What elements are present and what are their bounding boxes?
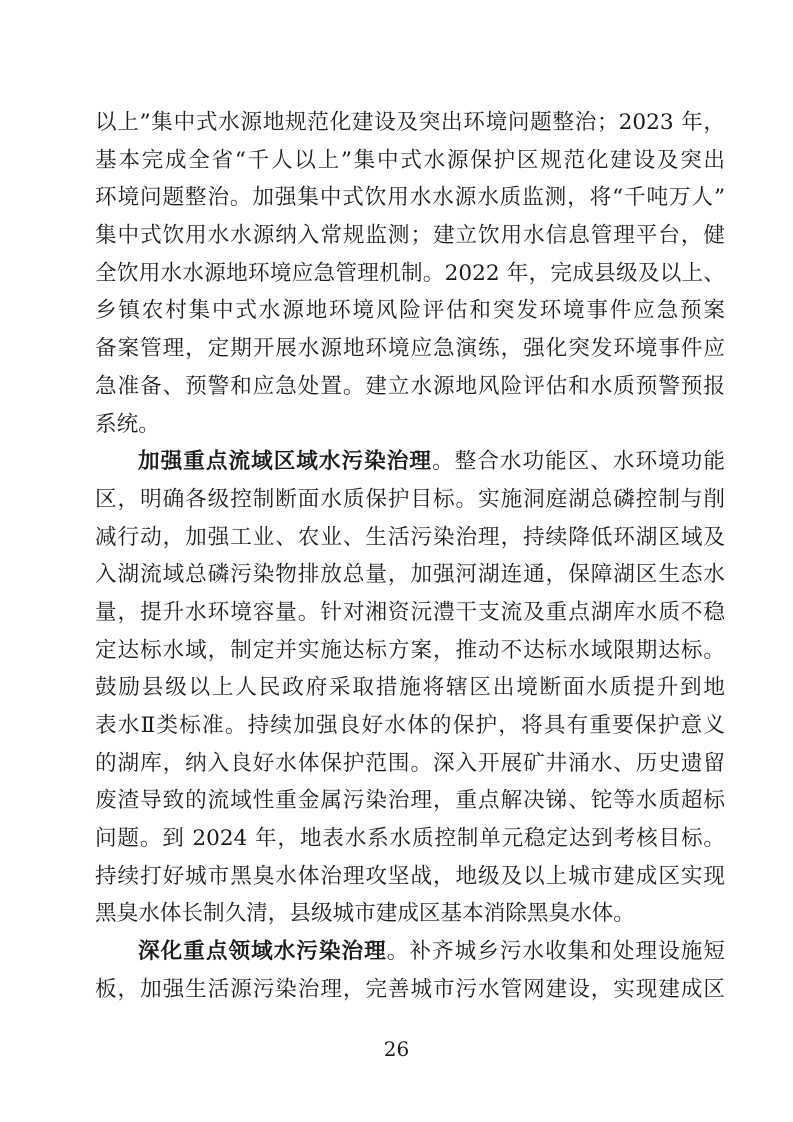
bold-heading-run: 加强重点流域区域水污染治理 bbox=[138, 449, 432, 475]
text-run: 区，明确各级控制断面水质保护目标。实施洞庭湖总磷控制与削 bbox=[95, 486, 725, 512]
text-run: 急准备、预警和应急处置。建立水源地风险评估和水质预警预报 bbox=[95, 373, 725, 399]
text-run: 黑臭水体长制久清，县级城市建成区基本消除黑臭水体。 bbox=[95, 901, 635, 927]
text-run: 问题。到 2024 年，地表水系水质控制单元稳定达到考核目标。 bbox=[95, 826, 725, 852]
text-line bbox=[95, 895, 725, 933]
bold-heading-run: 深化重点领域水污染治理 bbox=[138, 939, 387, 965]
text-run: 废渣导致的流域性重金属污染治理，重点解决锑、铊等水质超标 bbox=[95, 788, 725, 814]
text-run: 表水Ⅱ类标准。持续加强良好水体的保护，将具有重要保护意义 bbox=[95, 713, 725, 738]
text-line bbox=[95, 481, 725, 519]
text-line bbox=[95, 217, 725, 255]
text-line bbox=[95, 519, 725, 557]
text-line bbox=[95, 782, 725, 820]
text-line bbox=[95, 745, 725, 783]
text-run: 以上”集中式水源地规范化建设及突出环境问题整治；2023 年， bbox=[95, 110, 725, 135]
text-line bbox=[95, 594, 725, 632]
text-run: 持续打好城市黑臭水体治理攻坚战，地级及以上城市建成区实现 bbox=[95, 863, 725, 889]
text-run: 系统。 bbox=[95, 411, 160, 437]
text-line bbox=[95, 632, 725, 670]
text-line bbox=[95, 142, 725, 180]
text-run: 环境问题整治。加强集中式饮用水水源水质监测，将“千吨万人” bbox=[95, 185, 725, 211]
text-line bbox=[95, 104, 725, 142]
text-line bbox=[95, 556, 725, 594]
text-run: 。整合水功能区、水环境功能 bbox=[432, 449, 725, 475]
text-run: 减行动，加强工业、农业、生活污染治理，持续降低环湖区域及 bbox=[95, 524, 725, 550]
text-run: 入湖流域总磷污染物排放总量，加强河湖连通，保障湖区生态水 bbox=[95, 562, 725, 588]
text-run: 定达标水域，制定并实施达标方案，推动不达标水域限期达标。 bbox=[95, 637, 725, 663]
text-line bbox=[95, 406, 725, 444]
text-line bbox=[95, 707, 725, 745]
page-number: 26 bbox=[383, 1037, 410, 1061]
text-line bbox=[95, 858, 725, 896]
text-run: 量，提升水环境容量。针对湘资沅澧干支流及重点湖库水质不稳 bbox=[95, 599, 725, 625]
text-line bbox=[95, 255, 725, 293]
text-line bbox=[95, 368, 725, 406]
text-run: 板，加强生活源污染治理，完善城市污水管网建设，实现建成区 bbox=[95, 976, 725, 1002]
text-run: 的湖库，纳入良好水体保护范围。深入开展矿井涌水、历史遗留 bbox=[95, 750, 725, 776]
text-run: 。补齐城乡污水收集和处理设施短 bbox=[386, 939, 725, 965]
text-line bbox=[95, 820, 725, 858]
text-run: 集中式饮用水水源纳入常规监测；建立饮用水信息管理平台，健 bbox=[95, 223, 725, 249]
text-line bbox=[95, 292, 725, 330]
text-line bbox=[95, 933, 725, 971]
text-run: 基本完成全省“千人以上”集中式水源保护区规范化建设及突出 bbox=[95, 147, 725, 173]
text-run: 乡镇农村集中式水源地环境风险评估和突发环境事件应急预案 bbox=[95, 298, 725, 324]
text-run: 备案管理，定期开展水源地环境应急演练，强化突发环境事件应 bbox=[95, 336, 725, 362]
text-line bbox=[95, 669, 725, 707]
text-run: 全饮用水水源地环境应急管理机制。2022 年，完成县级及以上、 bbox=[95, 260, 725, 286]
text-line bbox=[95, 443, 725, 481]
text-line bbox=[95, 971, 725, 1009]
document-body bbox=[95, 104, 725, 1009]
text-line bbox=[95, 330, 725, 368]
text-run: 鼓励县级以上人民政府采取措施将辖区出境断面水质提升到地 bbox=[95, 675, 725, 701]
text-line bbox=[95, 179, 725, 217]
